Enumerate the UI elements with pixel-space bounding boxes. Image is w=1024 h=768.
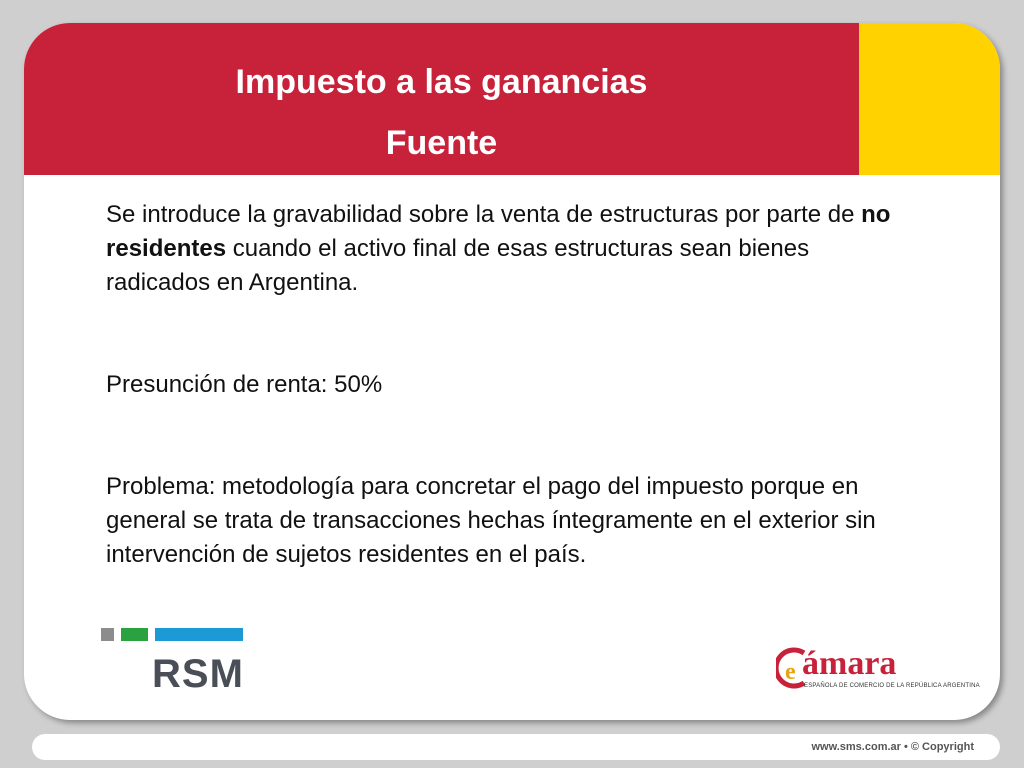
title-banner	[24, 23, 859, 175]
camara-logo-word: ámara	[802, 645, 897, 682]
rsm-gray-bar	[101, 628, 114, 641]
bold-no-residentes: no residentes	[106, 201, 891, 262]
slide-title: Impuesto a las ganancias	[235, 63, 648, 101]
slide-body	[106, 198, 916, 572]
rsm-blue-bar	[155, 628, 243, 641]
rsm-logo-text: RSM	[152, 652, 244, 696]
slide	[24, 23, 1000, 720]
rsm-green-bar	[121, 628, 148, 641]
yellow-accent-block	[859, 23, 1000, 175]
paragraph-gravabilidad: Se introduce la gravabilidad sobre la venta de estructuras por parte de no residentes cuando el activo final de esas estructuras sean bienes radicados en Argentina.	[106, 201, 891, 296]
footer-bar	[32, 734, 1000, 760]
slide-subtitle: Fuente	[385, 124, 498, 162]
paragraph-presuncion: Presunción de renta: 50%	[106, 371, 383, 398]
svg-text:e: e	[785, 659, 796, 685]
camara-logo	[776, 643, 980, 703]
paragraph-problema: Problema: metodología para concretar el pago del impuesto porque en general se trata de transacciones hechas íntegramente en el exterior sin intervención de sujetos residentes en el país.	[106, 473, 876, 568]
footer-copyright: www.sms.com.ar • © Copyright	[811, 741, 974, 753]
camara-logo-subtitle: ESPAÑOLA DE COMERCIO DE LA REPÚBLICA ARGENTINA	[804, 683, 980, 689]
